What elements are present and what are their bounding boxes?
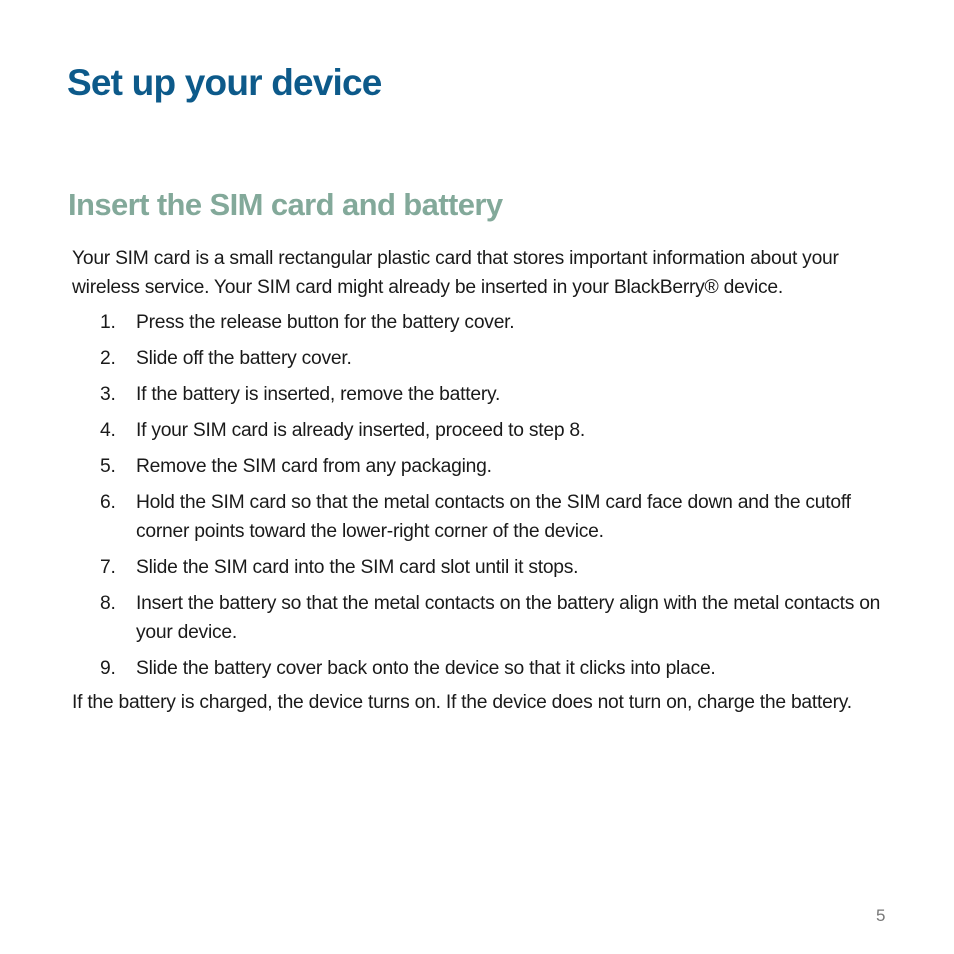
- step-number: 9.: [100, 658, 116, 679]
- step-number: 8.: [100, 593, 116, 614]
- step-item: [72, 452, 902, 481]
- steps-list: [72, 308, 902, 690]
- step-number: 6.: [100, 492, 116, 513]
- step-number: 3.: [100, 384, 116, 405]
- step-item: [72, 553, 902, 582]
- step-text: Hold the SIM card so that the metal contacts on the SIM card face down and the cutoff corner points toward the lower-right corner of the device.: [136, 492, 851, 542]
- step-item: [72, 344, 902, 373]
- step-number: 5.: [100, 456, 116, 477]
- step-text: If your SIM card is already inserted, proceed to step 8.: [136, 420, 585, 441]
- step-text: Insert the battery so that the metal contacts on the battery align with the metal contacts on your device.: [136, 593, 881, 643]
- intro-paragraph: Your SIM card is a small rectangular plastic card that stores important information about your wireless service. Your SIM card might already be inserted in your BlackBerry® device.: [72, 248, 839, 298]
- step-item: [72, 488, 902, 546]
- closing-paragraph: If the battery is charged, the device turns on. If the device does not turn on, charge the battery.: [72, 692, 852, 713]
- step-text: Press the release button for the battery cover.: [136, 312, 515, 333]
- step-number: 4.: [100, 420, 116, 441]
- section-title: Insert the SIM card and battery: [68, 187, 503, 222]
- step-text: If the battery is inserted, remove the battery.: [136, 384, 501, 405]
- step-item: [72, 589, 902, 647]
- step-item: [72, 380, 902, 409]
- page-title: Set up your device: [67, 62, 382, 103]
- step-text: Slide the battery cover back onto the device so that it clicks into place.: [136, 658, 716, 679]
- step-item: [72, 416, 902, 445]
- step-text: Remove the SIM card from any packaging.: [136, 456, 492, 477]
- step-number: 2.: [100, 348, 116, 369]
- step-item: [72, 308, 902, 337]
- step-item: [72, 654, 902, 683]
- step-text: Slide off the battery cover.: [136, 348, 352, 369]
- step-number: 1.: [100, 312, 116, 333]
- page-number: 5: [876, 906, 886, 925]
- step-text: Slide the SIM card into the SIM card slot until it stops.: [136, 557, 579, 578]
- step-number: 7.: [100, 557, 116, 578]
